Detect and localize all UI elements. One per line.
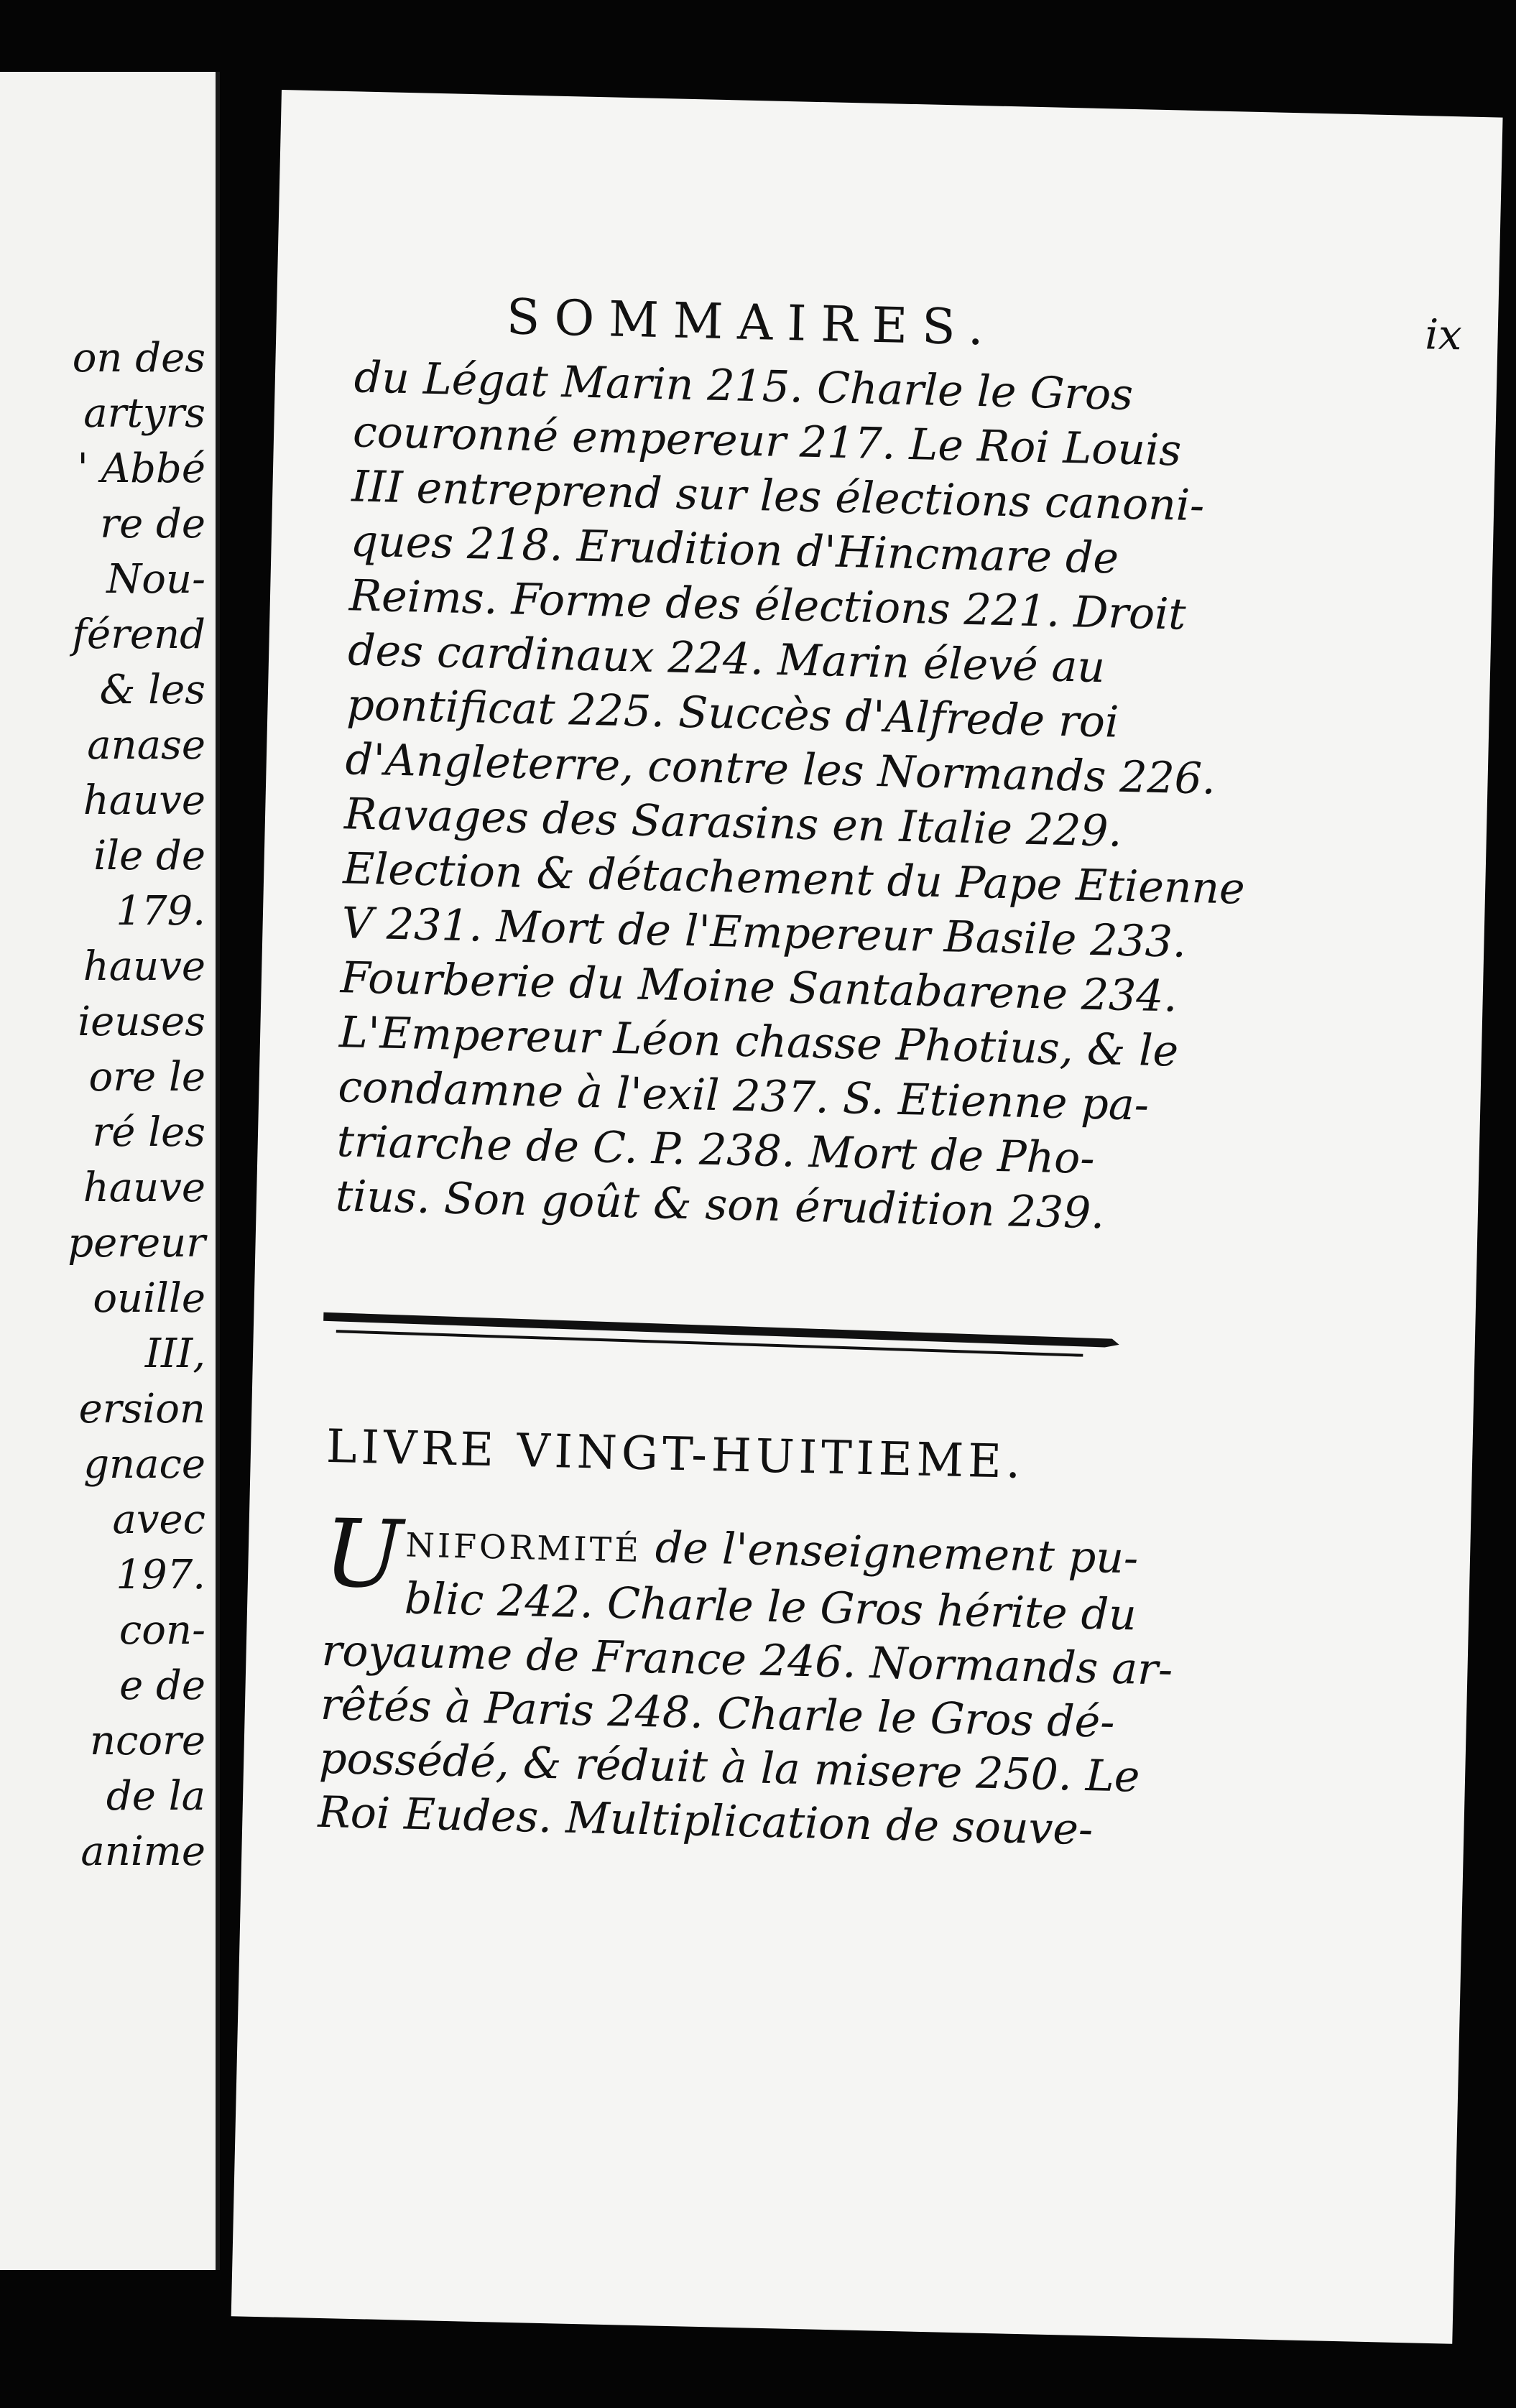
summary-line: couronné empereur 217. Le Roi Louis (352, 407, 1182, 476)
left-line: ieuses (78, 999, 205, 1045)
summary-line: du Légat Marin 215. Charle le Gros (353, 352, 1134, 420)
summary-line: d'Angleterre, contre les Normands 226. (345, 734, 1216, 805)
left-line: hauve (83, 777, 205, 824)
body-line: blic 242. Charle le Gros hérite du (404, 1573, 1137, 1641)
left-line: III, (144, 1330, 205, 1377)
summary-line: des cardinaux 224. Marin élevé au (347, 625, 1106, 693)
left-line: avec (112, 1496, 205, 1543)
summary-line: ques 218. Erudition d'Hincmare de (349, 516, 1119, 584)
left-line: Nou- (106, 556, 205, 603)
left-line: 179. (116, 888, 205, 935)
left-line: & les (99, 667, 205, 713)
left-line: on des (72, 335, 205, 381)
summary-line: pontificat 225. Succès d'Alfrede roi (346, 680, 1119, 748)
summary-line: Election & détachement du Pape Etienne (342, 843, 1246, 914)
left-line: pereur (68, 1220, 205, 1266)
summary-line: Fourberie du Moine Santabarene 234. (340, 953, 1178, 1022)
summary-line: V 231. Mort de l'Empereur Basile 233. (341, 898, 1187, 968)
book-heading: LIVRE VINGT-HUITIEME. (325, 1420, 1026, 1489)
left-line: ncore (89, 1718, 205, 1764)
left-page-text (0, 330, 205, 1879)
left-page-fragment (0, 72, 220, 2270)
summary-line: Reims. Forme des élections 221. Droit (348, 570, 1187, 640)
body-line: rêtés à Paris 248. Charle le Gros dé- (320, 1679, 1116, 1748)
book-summary (317, 1498, 1187, 1859)
chapter-summary (335, 350, 1246, 1243)
body-line: royaume de France 246. Normands ar- (320, 1625, 1173, 1695)
left-line: de la (106, 1773, 205, 1820)
left-line: e de (119, 1662, 205, 1709)
left-line: 197. (116, 1552, 205, 1598)
body-line: possédé, & réduit à la misere 250. Le (318, 1733, 1141, 1802)
drop-cap: U (323, 1498, 405, 1610)
first-word-smallcaps: NIFORMITÉ (405, 1525, 642, 1570)
left-line: re de (100, 501, 205, 547)
page-number: ix (1424, 310, 1463, 360)
left-line: hauve (83, 943, 205, 990)
left-line: gnace (83, 1441, 205, 1488)
left-line: ' Abbé (77, 445, 205, 492)
left-line: férend (72, 611, 205, 658)
left-line: ore le (88, 1054, 205, 1101)
left-line: anase (87, 722, 205, 769)
left-line: con- (119, 1607, 205, 1654)
left-line: ile de (93, 833, 205, 879)
main-page (231, 90, 1503, 2344)
left-line: anime (80, 1828, 205, 1875)
left-line: artyrs (83, 390, 205, 437)
summary-line: Ravages des Sarasins en Italie 229. (343, 789, 1123, 857)
ornamental-rule (322, 1305, 1127, 1358)
summary-line: triarche de C. P. 238. Mort de Pho- (336, 1116, 1096, 1185)
summary-line: tius. Son goût & son érudition 239. (335, 1171, 1106, 1239)
summary-line: III entreprend sur les élections canoni- (351, 461, 1206, 532)
left-line: ouille (93, 1275, 205, 1322)
left-line: hauve (83, 1164, 205, 1211)
header-title: SOMMAIRES. (505, 289, 999, 357)
left-line: ré les (92, 1109, 205, 1156)
summary-line: L'Empereur Léon chasse Photius, & le (338, 1007, 1179, 1077)
body-line: Roi Eudes. Multiplication de souve- (317, 1787, 1094, 1856)
left-line: ersion (78, 1386, 205, 1432)
first-line-rest: de l'enseignement pu- (641, 1522, 1139, 1584)
summary-line: condamne à l'exil 237. S. Etienne pa- (337, 1062, 1150, 1131)
